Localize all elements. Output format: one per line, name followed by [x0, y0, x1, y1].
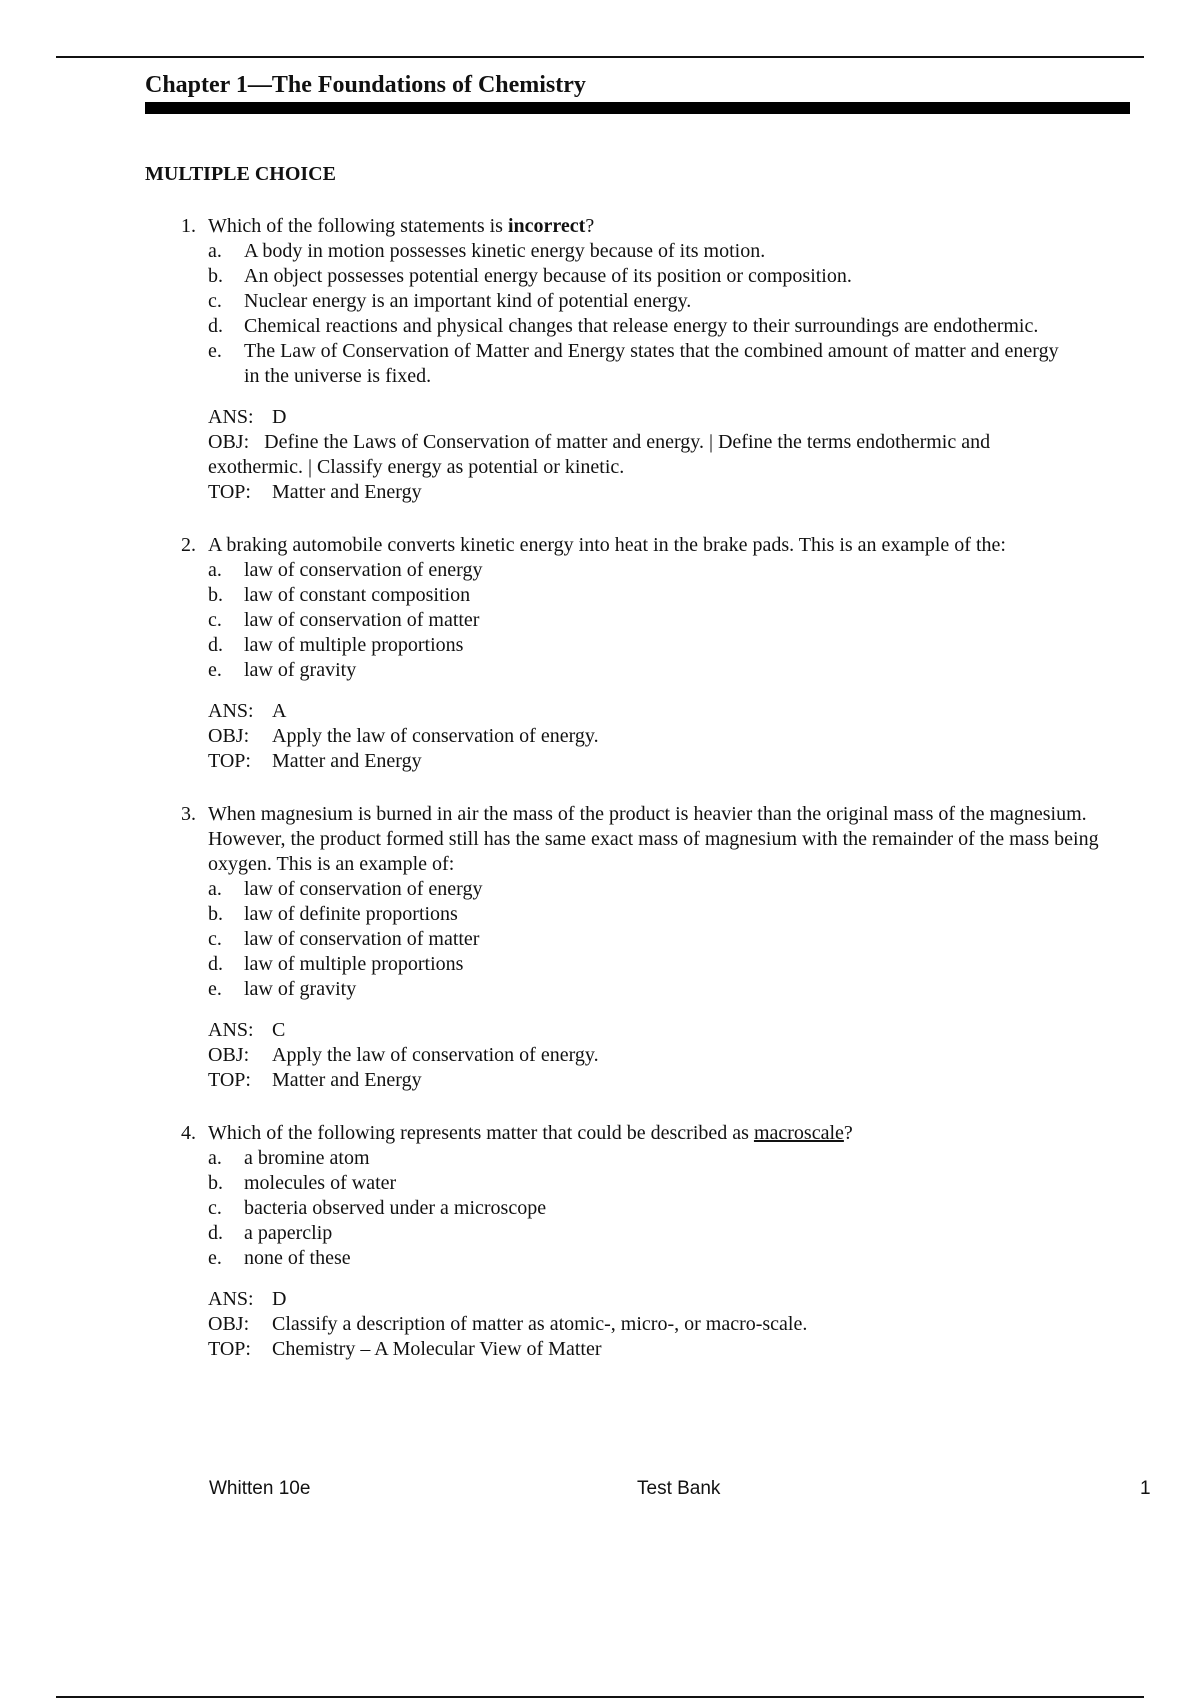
choice-a: a. law of conservation of energy	[208, 878, 483, 900]
answer-block: ANS: C OBJ: Apply the law of conservation of energy. TOP: Matter and Energy	[208, 1018, 1130, 1093]
footer-book-title: Whitten 10e	[209, 1478, 311, 1499]
choice-d: d. law of multiple proportions	[208, 953, 464, 975]
choice-d: d. law of multiple proportions	[208, 634, 464, 656]
chapter-title: Chapter 1—The Foundations of Chemistry	[145, 72, 586, 98]
choice-c: c. law of conservation of matter	[208, 928, 480, 950]
topic: Matter and Energy	[272, 750, 422, 772]
question-text: A braking automobile converts kinetic energy into heat in the brake pads. This is an example of the:	[208, 534, 1006, 556]
answer-block: ANS: D OBJ: Define the Laws of Conservation of matter and energy. | Define the terms endothermic and exothermic. | Classify energy as potential or kinetic. TOP: Matter and Energy	[208, 405, 1130, 505]
section-heading: MULTIPLE CHOICE	[145, 163, 336, 185]
choice-b: b. law of constant composition	[208, 584, 471, 606]
choice-a: a. law of conservation of energy	[208, 559, 483, 581]
objective: Apply the law of conservation of energy.	[272, 1044, 599, 1066]
question-text: Which of the following statements is incorrect?	[208, 215, 595, 237]
question-number: 4.	[181, 1122, 196, 1144]
question-number: 3.	[181, 803, 196, 825]
bottom-rule	[56, 1696, 1144, 1698]
footer-center-label: Test Bank	[637, 1478, 721, 1499]
top-rule	[56, 56, 1144, 58]
question-text: When magnesium is burned in air the mass of the product is heavier than the original mass of the magnesium. However, the product formed still has the same exact mass of magnesium with the remainder of the mass being oxygen. This is an example of:	[208, 803, 1099, 875]
footer-page-number: 1	[1140, 1478, 1151, 1499]
answer-value: D	[272, 1288, 287, 1310]
choice-e: e. The Law of Conservation of Matter and Energy states that the combined amount of matter and energy in the universe is fixed.	[208, 340, 1059, 387]
title-underline-bar	[145, 102, 1130, 114]
question-number: 1.	[181, 215, 196, 237]
emphasis-macroscale: macroscale	[753, 1122, 844, 1144]
choice-d: d. a paperclip	[208, 1222, 333, 1244]
question-2	[145, 533, 1130, 774]
choice-a: a. A body in motion possesses kinetic energy because of its motion.	[208, 240, 766, 262]
objective: Classify a description of matter as atomic-, micro-, or macro-scale.	[272, 1313, 808, 1335]
choice-e: e. law of gravity	[208, 659, 357, 681]
document-page	[145, 70, 1130, 1362]
choice-e: e. law of gravity	[208, 978, 357, 1000]
answer-value: C	[272, 1019, 286, 1041]
answer-block: ANS: A OBJ: Apply the law of conservation of energy. TOP: Matter and Energy	[208, 699, 1130, 774]
objective: OBJ: Define the Laws of Conservation of matter and energy. | Define the terms endothermic and exothermic. | Classify energy as potential or kinetic.	[208, 431, 991, 478]
question-text: Which of the following represents matter that could be described as macroscale?	[208, 1122, 853, 1144]
question-number: 2.	[181, 534, 196, 556]
choice-c: c. Nuclear energy is an important kind of potential energy.	[208, 290, 692, 312]
topic: Chemistry – A Molecular View of Matter	[272, 1338, 602, 1360]
choice-b: b. molecules of water	[208, 1172, 397, 1194]
answer-value: D	[272, 406, 287, 428]
answer-block: ANS: D OBJ: Classify a description of matter as atomic-, micro-, or macro-scale. TOP: Chemistry – A Molecular View of Matter	[208, 1287, 1130, 1362]
topic: Matter and Energy	[272, 481, 422, 503]
choice-c: c. bacteria observed under a microscope	[208, 1197, 547, 1219]
choice-a: a. a bromine atom	[208, 1147, 370, 1169]
topic: Matter and Energy	[272, 1069, 422, 1091]
question-1	[145, 214, 1130, 505]
emphasis-incorrect: incorrect	[507, 215, 586, 237]
choice-e: e. none of these	[208, 1247, 351, 1269]
choice-d: d. Chemical reactions and physical changes that release energy to their surroundings are endothermic.	[208, 315, 1039, 337]
choice-b: b. law of definite proportions	[208, 903, 458, 925]
question-3	[145, 802, 1130, 1093]
answer-value: A	[272, 700, 287, 722]
question-4	[145, 1121, 1130, 1362]
objective: Apply the law of conservation of energy.	[272, 725, 599, 747]
choice-b: b. An object possesses potential energy because of its position or composition.	[208, 265, 852, 287]
choice-c: c. law of conservation of matter	[208, 609, 480, 631]
